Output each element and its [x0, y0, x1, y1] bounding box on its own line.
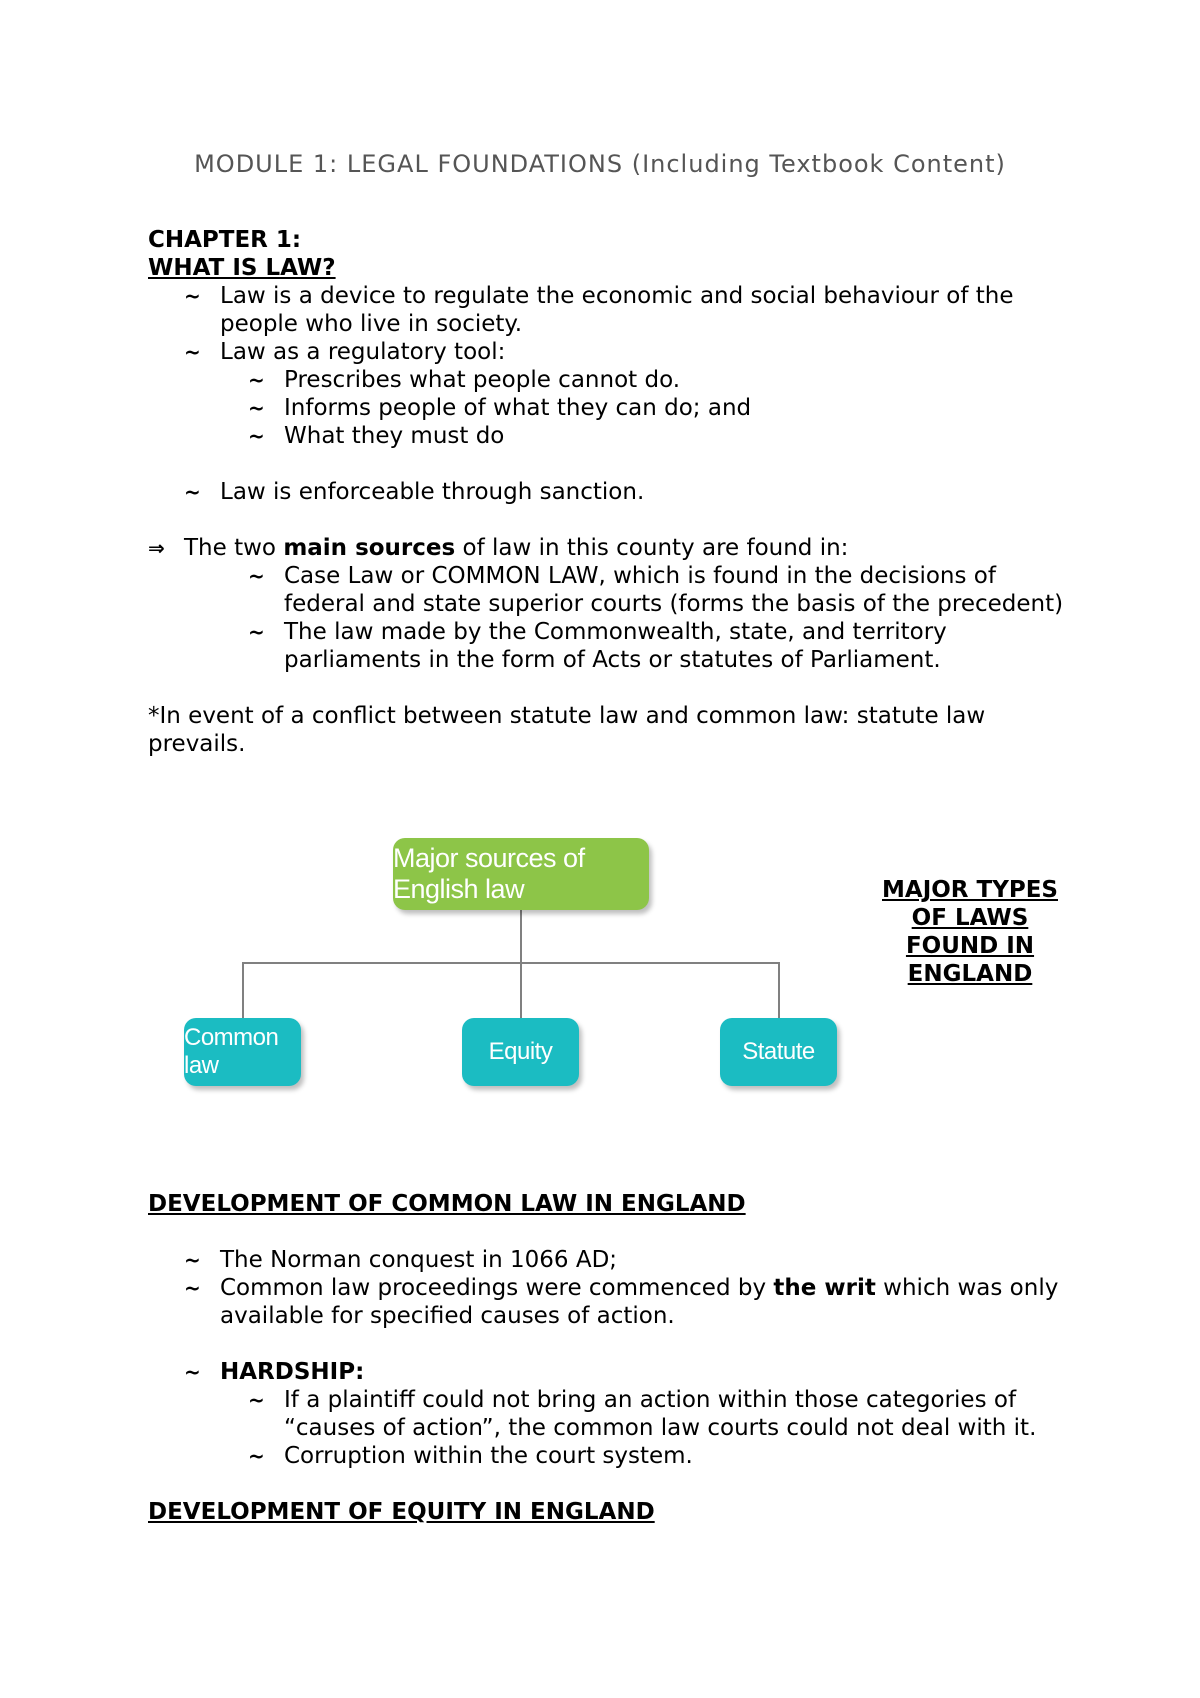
tilde-bullet-icon: ~ — [248, 1388, 265, 1412]
list-item-text: Case Law or COMMON LAW, which is found in the decisions of federal and state superior courts (forms the basis of the precedent) — [284, 563, 1064, 617]
tilde-bullet-icon: ~ — [184, 1360, 201, 1384]
list-item — [148, 1442, 1078, 1470]
list-item — [148, 338, 1078, 366]
arrow-icon: ⇒ — [148, 536, 165, 560]
sources-post: of law in this county are found in: — [455, 535, 849, 561]
page-title: MODULE 1: LEGAL FOUNDATIONS (Including Textbook Content) — [194, 150, 1006, 178]
connector-line — [242, 962, 780, 964]
list-item-text-bold: the writ — [773, 1275, 876, 1301]
list-item — [148, 1274, 1078, 1330]
tilde-bullet-icon: ~ — [248, 1444, 265, 1468]
tilde-bullet-icon: ~ — [184, 340, 201, 364]
connector-line — [778, 962, 780, 1018]
sources-pre: The two — [184, 535, 284, 561]
list-item-text: Prescribes what people cannot do. — [284, 367, 681, 393]
section-heading: DEVELOPMENT OF EQUITY IN ENGLAND — [148, 1499, 655, 1525]
sources-diagram — [170, 830, 850, 1090]
list-item-text: If a plaintiff could not bring an action within those categories of “causes of action”, the common law courts could not deal with it. — [284, 1387, 1037, 1441]
diagram-side-label: MAJOR TYPES OF LAWS FOUND IN ENGLAND — [882, 877, 1058, 987]
chapter-heading: CHAPTER 1: — [148, 227, 302, 253]
list-item — [148, 618, 1078, 674]
diagram-node-equity: Equity — [462, 1018, 579, 1086]
list-item — [148, 366, 1078, 394]
list-item — [148, 1386, 1078, 1442]
sources-bold: main sources — [283, 535, 456, 561]
list-item-text: Law is enforceable through sanction. — [220, 479, 645, 505]
list-item — [148, 422, 1078, 450]
list-item-text-pre: Common law proceedings were commenced by — [220, 1275, 774, 1301]
connector-line — [242, 962, 244, 1018]
tilde-bullet-icon: ~ — [184, 1276, 201, 1300]
connector-line — [520, 962, 522, 1018]
tilde-bullet-icon: ~ — [184, 480, 201, 504]
tilde-bullet-icon: ~ — [184, 1248, 201, 1272]
list-item-text: What they must do — [284, 423, 505, 449]
chapter-section — [148, 226, 1078, 758]
sources-intro — [148, 534, 1078, 562]
list-item — [148, 1246, 1078, 1274]
common-law-section — [148, 1190, 1078, 1526]
diagram-node-statute: Statute — [720, 1018, 837, 1086]
chapter-subheading: WHAT IS LAW? — [148, 255, 336, 281]
section-heading: DEVELOPMENT OF COMMON LAW IN ENGLAND — [148, 1191, 746, 1217]
tilde-bullet-icon: ~ — [248, 396, 265, 420]
list-item — [148, 394, 1078, 422]
list-item — [148, 562, 1078, 618]
list-item-text: Corruption within the court system. — [284, 1443, 693, 1469]
diagram-root-box: Major sources of English law — [393, 838, 649, 910]
connector-line — [520, 910, 522, 964]
list-item — [148, 1358, 1078, 1386]
diagram-node-common-law: Common law — [184, 1018, 301, 1086]
list-item-text: The law made by the Commonwealth, state, and territory parliaments in the form of Acts or statutes of Parliament. — [284, 619, 947, 673]
conflict-note: *In event of a conflict between statute law and common law: statute law prevails. — [148, 703, 986, 757]
tilde-bullet-icon: ~ — [248, 620, 265, 644]
tilde-bullet-icon: ~ — [248, 368, 265, 392]
hardship-heading: HARDSHIP: — [220, 1359, 365, 1385]
list-item-text-post: which was only available for specified causes of action. — [220, 1275, 1059, 1329]
list-item-text: Law as a regulatory tool: — [220, 339, 506, 365]
tilde-bullet-icon: ~ — [248, 424, 265, 448]
list-item-text: The Norman conquest in 1066 AD; — [220, 1247, 618, 1273]
list-item — [148, 282, 1078, 338]
tilde-bullet-icon: ~ — [248, 564, 265, 588]
list-item-text: Law is a device to regulate the economic and social behaviour of the people who live in society. — [220, 283, 1014, 337]
list-item-text: Informs people of what they can do; and — [284, 395, 752, 421]
list-item — [148, 478, 1078, 506]
tilde-bullet-icon: ~ — [184, 284, 201, 308]
